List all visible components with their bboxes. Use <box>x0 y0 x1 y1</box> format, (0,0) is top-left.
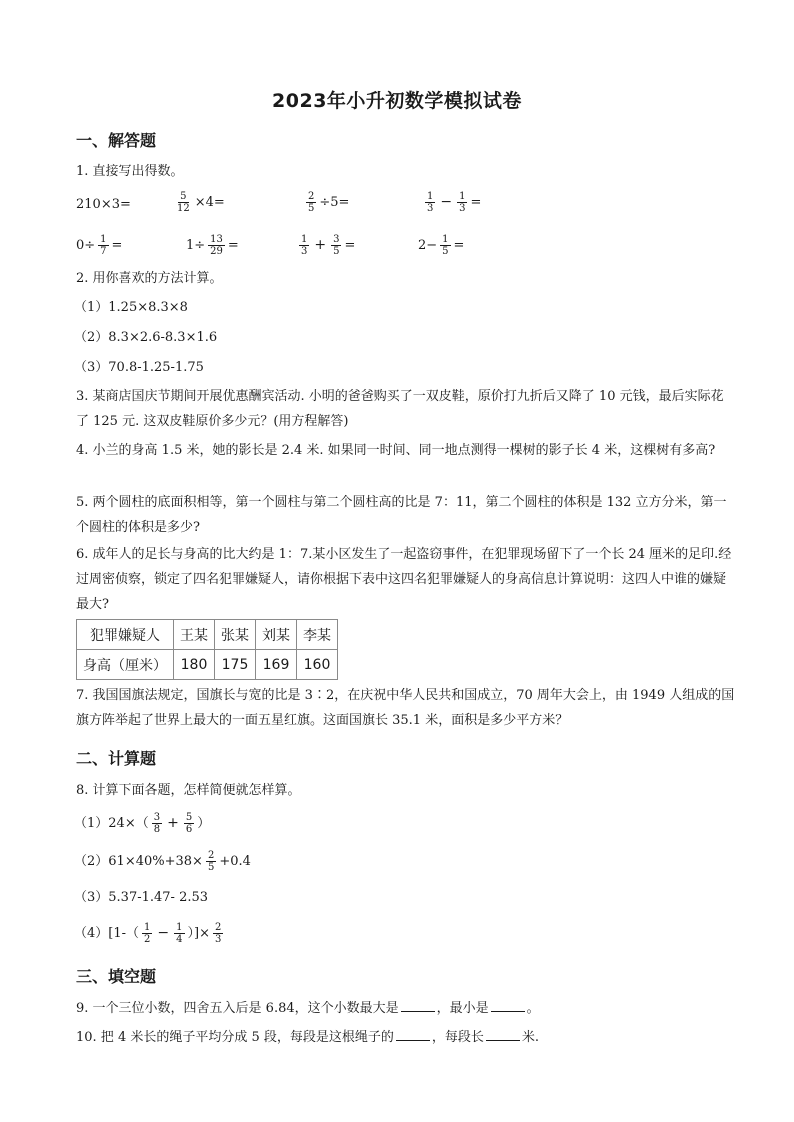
question-8-part-1 <box>74 812 210 835</box>
numerator: 1 <box>100 234 107 245</box>
table-cell: 169 <box>256 650 297 680</box>
denominator: 3 <box>214 934 222 945</box>
denominator: 29 <box>210 246 223 257</box>
question-8-part-3: （3）5.37-1.47- 2.53 <box>74 890 209 905</box>
question-2-part-3: （3）70.8-1.25-1.75 <box>74 360 204 375</box>
operator: − <box>440 194 453 210</box>
fraction <box>174 922 184 945</box>
numerator: 3 <box>333 234 340 245</box>
section-heading-fill-blank: 三、填空题 <box>76 967 157 986</box>
q1-item-h-pre: 2− <box>418 238 438 253</box>
question-4: 4. 小兰的身高 1.5 米，她的影长是 2.4 米. 如果同一时间、同一地点测得一棵树的影子长 4 米，这棵树有多高? <box>76 443 716 458</box>
numerator: 1 <box>459 191 466 202</box>
fraction <box>457 191 467 214</box>
question-6: 6. 成年人的足长与身高的比大约是 1：7.某小区发生了一起盗窃事件，在犯罪现场留下了一个长 24 厘米的足印.经过周密侦察，锁定了四名犯罪嫌疑人，请你根据下表中这四名犯罪嫌疑人的身高信息计算说明：这四人中谁的嫌疑最大? <box>76 547 732 612</box>
question-8-part-2 <box>74 850 251 873</box>
denominator: 6 <box>185 824 193 835</box>
q1-item-a <box>76 196 131 214</box>
question-2-part-2: （2）8.3×2.6-8.3×1.6 <box>74 330 218 345</box>
denominator: 4 <box>176 934 183 945</box>
q1-item-e <box>76 234 122 257</box>
q1-item-e-pre: 0÷ <box>76 238 96 253</box>
q1-item-d-rest: = <box>470 195 482 210</box>
q1-item-b <box>172 191 225 214</box>
question-2-part-1: （1）1.25×8.3×8 <box>74 300 188 315</box>
q9-text-c: 。 <box>526 1001 540 1016</box>
table-row <box>77 620 338 650</box>
denominator: 12 <box>177 203 190 214</box>
numerator: 1 <box>442 234 449 245</box>
q8-p4-mid: ）]× <box>187 926 210 941</box>
table-header-cell: 犯罪嫌疑人 <box>77 620 174 650</box>
q1-item-g <box>296 234 355 257</box>
q1-item-g-rest: = <box>344 238 356 253</box>
numerator: 1 <box>301 234 308 245</box>
table-header-cell: 张某 <box>215 620 256 650</box>
fraction <box>142 922 152 945</box>
denominator: 5 <box>308 203 315 214</box>
answer-blank[interactable] <box>491 999 525 1012</box>
table-header-cell: 刘某 <box>256 620 297 650</box>
table-cell: 180 <box>174 650 215 680</box>
operator: + <box>167 815 179 831</box>
fraction <box>425 191 435 214</box>
fraction <box>175 191 192 214</box>
fraction <box>331 234 341 257</box>
denominator: 5 <box>442 246 449 257</box>
section-heading-answer: 一、解答题 <box>76 131 157 150</box>
q9-text-a: 9. 一个三位小数，四舍五入后是 6.84，这个小数最大是 <box>76 1001 399 1016</box>
numerator: 1 <box>144 922 151 933</box>
q8-p1-post: ） <box>197 816 211 831</box>
numerator: 2 <box>214 922 222 933</box>
q8-p4-pre: （4）[1-（ <box>74 926 140 941</box>
fraction <box>184 812 194 835</box>
fraction <box>213 922 223 945</box>
q8-p1-pre: （1）24×（ <box>74 816 149 831</box>
fraction <box>299 234 309 257</box>
q1-item-d <box>422 191 481 214</box>
denominator: 5 <box>333 246 340 257</box>
q1-item-b-rest: ×4= <box>194 195 225 210</box>
table-cell: 身高（厘米） <box>77 650 174 680</box>
numerator: 5 <box>185 812 193 823</box>
numerator: 1 <box>176 922 183 933</box>
answer-blank[interactable] <box>486 1028 520 1041</box>
page-title: 2023年小升初数学模拟试卷 <box>272 90 522 112</box>
table-cell: 160 <box>297 650 338 680</box>
denominator: 8 <box>153 824 161 835</box>
numerator: 2 <box>308 191 315 202</box>
denominator: 3 <box>301 246 308 257</box>
denominator: 5 <box>207 862 215 873</box>
q1-item-f-rest: = <box>227 238 239 253</box>
q8-p2-pre: （2）61×40%+38× <box>74 854 203 869</box>
question-8-part-4 <box>74 922 226 945</box>
fraction <box>440 234 450 257</box>
fraction <box>206 850 216 873</box>
operator: + <box>314 237 327 253</box>
q1-item-f-pre: 1÷ <box>186 238 206 253</box>
table-cell: 175 <box>215 650 256 680</box>
q1-item-c-rest: ÷5= <box>319 195 350 210</box>
question-5: 5. 两个圆柱的底面积相等，第一个圆柱与第二个圆柱高的比是 7：11，第二个圆柱的体积是 132 立方分米，第一个圆柱的体积是多少? <box>76 495 727 535</box>
q1-item-e-rest: = <box>111 238 123 253</box>
q1-item-f <box>186 234 239 257</box>
numerator: 13 <box>210 234 223 245</box>
q1-item-c <box>303 191 349 214</box>
question-9 <box>76 999 540 1018</box>
fraction <box>98 234 108 257</box>
denominator: 3 <box>459 203 466 214</box>
table-header-cell: 王某 <box>174 620 215 650</box>
fraction <box>208 234 225 257</box>
numerator: 1 <box>427 191 434 202</box>
question-2-stem: 2. 用你喜欢的方法计算。 <box>76 271 223 286</box>
numerator: 5 <box>180 191 187 202</box>
section-heading-calculation: 二、计算题 <box>76 749 157 768</box>
suspect-height-table <box>76 619 338 680</box>
question-3: 3. 某商店国庆节期间开展优惠酬宾活动. 小明的爸爸购买了一双皮鞋，原价打九折后又降了 10 元钱，最后实际花了 125 元. 这双皮鞋原价多少元？(用方程解答) <box>76 389 724 429</box>
q10-text-c: 米. <box>521 1030 540 1045</box>
q10-text-a: 10. 把 4 米长的绳子平均分成 5 段，每段是这根绳子的 <box>76 1030 394 1045</box>
question-1-stem: 1. 直接写出得数。 <box>76 164 184 179</box>
fraction <box>306 191 316 214</box>
table-header-cell: 李某 <box>297 620 338 650</box>
answer-blank[interactable] <box>396 1028 430 1041</box>
numerator: 2 <box>207 850 215 861</box>
denominator: 7 <box>100 246 107 257</box>
operator: − <box>157 925 170 941</box>
question-10 <box>76 1028 539 1047</box>
q9-text-b: ，最小是 <box>436 1001 489 1016</box>
fraction <box>152 812 162 835</box>
q1-item-h-rest: = <box>453 238 465 253</box>
q8-p2-post: +0.4 <box>219 854 251 869</box>
answer-blank[interactable] <box>401 999 435 1012</box>
table-row <box>77 650 338 680</box>
denominator: 3 <box>427 203 434 214</box>
q1-item-a-text: 210×3= <box>76 197 131 212</box>
q10-text-b: ，每段长 <box>431 1030 484 1045</box>
question-7: 7. 我国国旗法规定，国旗长与宽的比是 3∶2，在庆祝中华人民共和国成立，70 周年大会上，由 1949 人组成的国旗方阵举起了世界上最大的一面五星红旗。这面国旗长 35.1 米，面积是多少平方米？ <box>76 688 735 728</box>
numerator: 3 <box>153 812 161 823</box>
denominator: 2 <box>144 934 151 945</box>
q1-item-h <box>418 234 464 257</box>
question-8-stem: 8. 计算下面各题，怎样简便就怎样算。 <box>76 783 301 798</box>
